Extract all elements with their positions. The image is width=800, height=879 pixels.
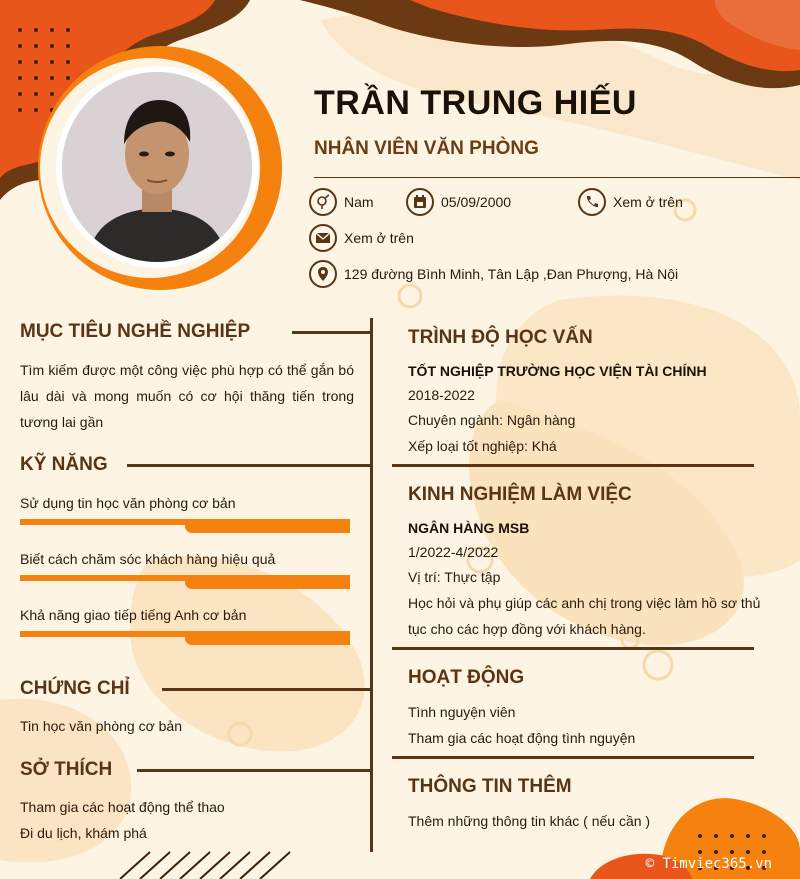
skill-bar-track: [20, 575, 350, 589]
gender-icon: [309, 188, 337, 216]
skill-label: Khả năng giao tiếp tiếng Anh cơ bản: [20, 607, 247, 623]
objective-line: lâu dài và mong muốn có cơ hội thăng tiến trong: [20, 388, 354, 404]
education-heading: TRÌNH ĐỘ HỌC VẤN: [408, 327, 593, 348]
certificates-heading: CHỨNG CHỈ: [20, 678, 130, 699]
experience-desc-line: Học hỏi và phụ giúp các anh chị trong việc làm hồ sơ thủ: [408, 595, 761, 611]
skill-bar-track: [20, 519, 350, 533]
experience-divider: [392, 647, 754, 650]
experience-desc-line: tục cho các hợp đồng với khách hàng.: [408, 621, 646, 637]
candidate-name: TRẦN TRUNG HIẾU: [314, 84, 637, 122]
skills-heading: KỸ NĂNG: [20, 454, 108, 475]
email-value: Xem ở trên: [344, 230, 414, 246]
experience-period: 1/2022-4/2022: [408, 544, 499, 560]
phone-icon: [578, 188, 606, 216]
job-title: NHÂN VIÊN VĂN PHÒNG: [314, 138, 539, 159]
education-major: Chuyên ngành: Ngân hàng: [408, 412, 576, 428]
gender-value: Nam: [344, 194, 374, 210]
activity-item: Tham gia các hoạt động tình nguyện: [408, 730, 636, 746]
objective-line: Tìm kiếm được một công việc phù hợp có thể gắn bó: [20, 362, 354, 378]
birthday-value: 05/09/2000: [441, 194, 512, 210]
education-period: 2018-2022: [408, 387, 475, 403]
activity-item: Tình nguyện viên: [408, 704, 516, 720]
experience-position: Vị trí: Thực tập: [408, 569, 501, 585]
header-divider: [314, 177, 800, 178]
skill-bar-track: [20, 631, 350, 645]
skill-level-bar: [185, 519, 350, 533]
extra-info-heading: THÔNG TIN THÊM: [408, 776, 572, 797]
experience-heading: KINH NGHIỆM LÀM VIỆC: [408, 484, 632, 505]
activities-divider: [392, 756, 754, 759]
activities-heading: HOẠT ĐỘNG: [408, 667, 525, 688]
objective-text: [20, 357, 354, 435]
address-value: 129 đường Bình Minh, Tân Lập ,Đan Phượng, Hà Nội: [344, 266, 679, 282]
email-icon: [309, 224, 337, 252]
calendar-icon: [406, 188, 434, 216]
hobby-item: Đi du lịch, khám phá: [20, 825, 147, 841]
hobby-item: Tham gia các hoạt động thể thao: [20, 799, 225, 815]
copyright-footer: © Timviec365.vn: [645, 856, 772, 872]
extra-info-text: Thêm những thông tin khác ( nếu cần ): [408, 813, 651, 829]
skill-level-bar: [185, 631, 350, 645]
profile-photo-frame: [56, 66, 258, 268]
profile-photo: [62, 72, 252, 262]
education-divider: [392, 464, 754, 467]
education-grade: Xếp loại tốt nghiệp: Khá: [408, 438, 557, 454]
location-icon: [309, 260, 337, 288]
phone-value: Xem ở trên: [613, 194, 683, 210]
objective-heading-line: [292, 331, 370, 334]
skill-label: Sử dụng tin học văn phòng cơ bản: [20, 495, 236, 511]
certificate-item: Tin học văn phòng cơ bản: [20, 718, 182, 734]
skill-level-bar: [185, 575, 350, 589]
experience-company: NGÂN HÀNG MSB: [408, 520, 530, 536]
hobbies-heading: SỞ THÍCH: [20, 759, 113, 780]
skills-heading-line: [127, 464, 370, 467]
education-school: TỐT NGHIỆP TRƯỜNG HỌC VIỆN TÀI CHÍNH: [408, 363, 707, 379]
objective-heading: MỤC TIÊU NGHỀ NGHIỆP: [20, 321, 251, 342]
certificates-heading-line: [162, 688, 370, 691]
hobbies-heading-line: [137, 769, 370, 772]
objective-line: tương lai gần: [20, 414, 104, 430]
skill-label: Biết cách chăm sóc khách hàng hiệu quả: [20, 551, 276, 567]
column-divider: [370, 318, 373, 852]
